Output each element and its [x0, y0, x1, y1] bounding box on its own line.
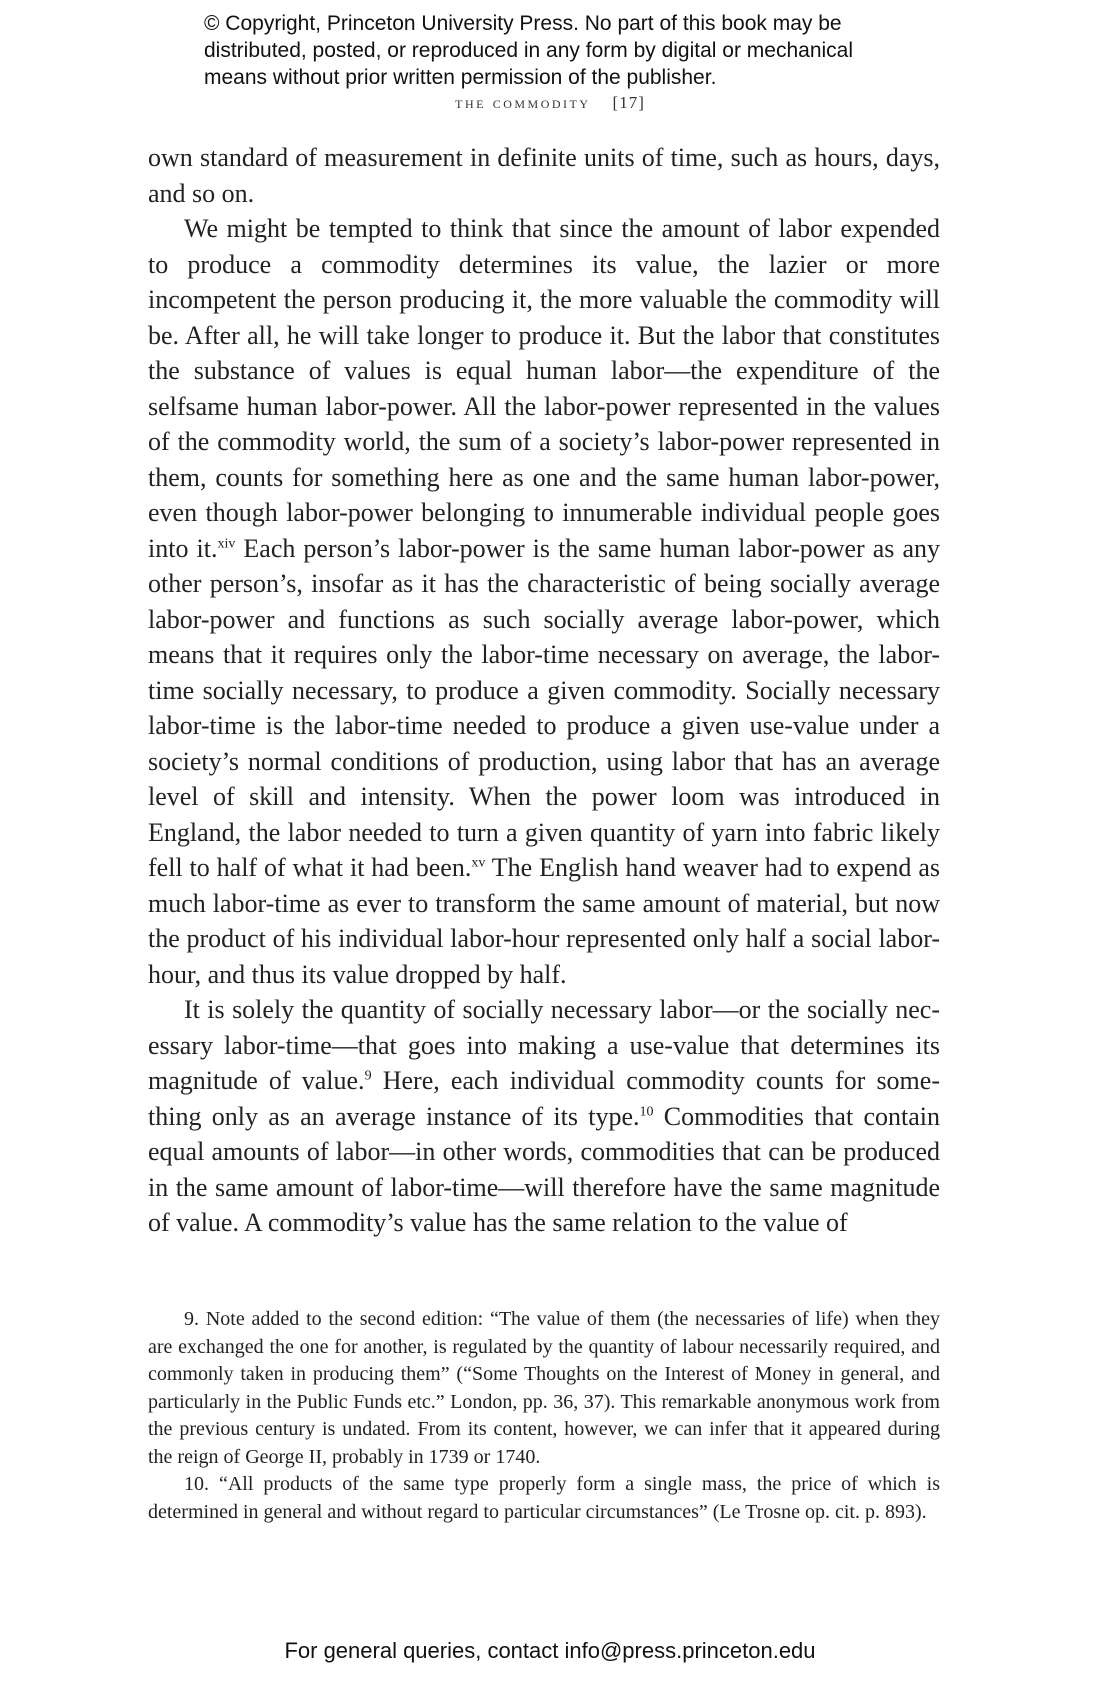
paragraph-text: Commodities that contain equal amounts of labor—in other words, commodities that can be produced in the same amount of labor-time—will therefore have the same magnitude of value. A commodity’s value has the same relation to the value of — [148, 1101, 940, 1237]
footnote-ref: 9 — [364, 1068, 372, 1084]
paragraph-text: own standard of measurement in definite units of time, such as hours, days, and so on. — [148, 143, 940, 208]
paragraph-text: We might be tempted to think that since the amount of labor expended to produce a commodity determines its value, the lazier or more incompetent the person producing it, the more valuable the commodity will be. After all, he will take longer to produce it. But the labor that constitutes the substance of values is equal human labor—the expenditure of the selfsame human labor-power. All the labor-power represented in the values of the commodity world, the sum of a society’s labor-power represented in them, counts for something here as one and the same human labor-power, even though labor-power belonging to innumerable individual people goes into it. — [148, 214, 940, 563]
paragraph — [148, 211, 940, 992]
note-marker: xiv — [217, 535, 236, 551]
copyright-line-1: © Copyright, Princeton University Press. No part of this book may be — [204, 12, 842, 35]
paragraph — [148, 140, 940, 211]
running-head-title: the commodity — [455, 93, 591, 112]
copyright-notice — [204, 10, 964, 91]
paragraph-text: The English hand weaver had to expend as much labor-time as ever to transform the same amount of material, but now the product of his individual labor-hour represented only half a social labor-hour, and thus its value dropped by half. — [148, 853, 940, 989]
footer-contact: For general queries, contact info@press.princeton.edu — [284, 1638, 816, 1663]
footnote-ref: 10 — [639, 1103, 654, 1119]
note-marker: xv — [471, 855, 486, 871]
main-text — [148, 140, 940, 1241]
footnote-10: 10. “All products of the same type properly form a single mass, the price of which is determined in general and without regard to particular circumstances” (Le Trosne op. cit. p. 893). — [148, 1473, 940, 1523]
paragraph-text: Here, each individual commodity counts for something only as an average instance of its type. — [148, 1066, 940, 1131]
copyright-line-3: means without prior written permission of the publisher. — [204, 66, 717, 89]
footnote-9: 9. Note added to the second edition: “The value of them (the necessaries of life) when they are exchanged the one for another, is regulated by the quantity of labour necessarily required, and commonly taken in producing them” (“Some Thoughts on the Interest of Money in general, and particularly in the Public Funds etc.” London, pp. 36, 37). This remarkable anonymous work from the previous century is undated. From its content, however, we can infer that it appeared during the reign of George II, probably in 1739 or 1740. — [148, 1308, 940, 1468]
paragraph — [148, 992, 940, 1241]
page-number: [17] — [612, 93, 645, 112]
footnotes — [148, 1306, 940, 1526]
copyright-line-2: distributed, posted, or reproduced in any form by digital or mechanical — [204, 39, 854, 62]
paragraph-text: It is solely the quantity of socially necessary labor—or the socially necessary labor-time—that goes into making a use-value that determines its magnitude of value. — [148, 995, 940, 1095]
paragraph-text: Each person’s labor-power is the same human labor-power as any other person’s, insofar as it has the characteristic of being socially average labor-power and functions as such socially average labor-power, which means that it requires only the labor-time necessary on average, the labor-time socially necessary, to produce a given commodity. Socially necessary labor-time is the labor-time needed to produce a given use-value under a society’s normal conditions of production, using labor that has an average level of skill and intensity. When the power loom was introduced in England, the labor needed to turn a given quantity of yarn into fabric likely fell to half of what it had been. — [148, 533, 940, 882]
running-head — [0, 93, 1100, 113]
